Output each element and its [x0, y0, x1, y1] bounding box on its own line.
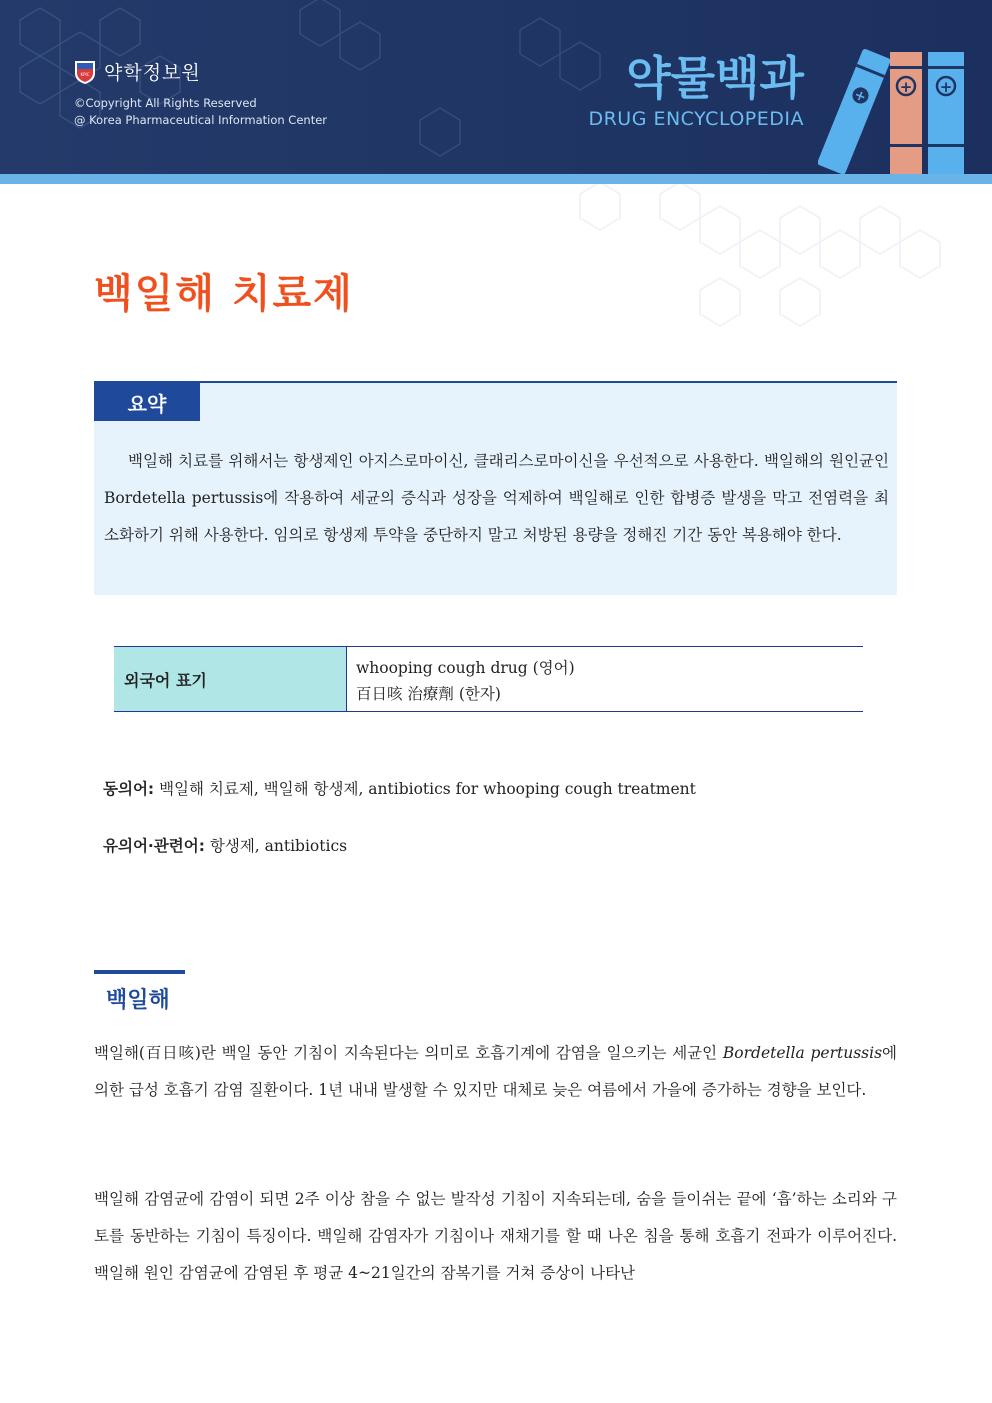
- summary-text: 백일해 치료를 위해서는 항생제인 아지스로마이신, 클래리스로마이신을 우선적으로 사용한다. 백일해의 원인균인 Bordetella pertussis에 작용하여 세균의 증식과 성장을 억제하여 백일해로 인한 합병증 발생을 막고 전염력을 최소화하기 위해 사용한다. 임의로 항생제 투약을 중단하지 말고 처방된 용량을 정해진 기간 동안 복용해야 한다.: [104, 452, 889, 544]
- summary-tab: 요약: [94, 383, 200, 421]
- summary-box: [94, 381, 897, 595]
- header-stripe: [0, 174, 992, 184]
- encyclopedia-title: [588, 52, 804, 130]
- books-icon: [818, 44, 968, 174]
- org-name: 약학정보원: [104, 62, 201, 84]
- encyclopedia-title-en: DRUG ENCYCLOPEDIA: [588, 108, 804, 130]
- header-banner: [0, 0, 992, 174]
- foreign-term-english: whooping cough drug (영어): [356, 659, 575, 677]
- hexagon-pattern-light: [540, 184, 992, 384]
- svg-text:+: +: [851, 86, 869, 106]
- para1-species-name: Bordetella pertussis: [722, 1044, 883, 1062]
- para1-prefix: 백일해(百日咳)란 백일 동안 기침이 지속된다는 의미로 호흡기계에 감염을 일으키는 세균인: [94, 1044, 723, 1062]
- foreign-terms-values: [347, 647, 575, 711]
- page-title: 백일해 치료제: [94, 271, 354, 317]
- copyright-line2: @ Korea Pharmaceutical Information Center: [74, 113, 327, 127]
- related-terms-value: 항생제, antibiotics: [209, 837, 348, 855]
- related-terms-label: 유의어·관련어:: [103, 837, 205, 855]
- svg-text:+: +: [899, 78, 913, 96]
- section-title: 백일해: [106, 988, 170, 1013]
- foreign-term-hanja: 百日咳 治療劑 (한자): [356, 685, 501, 703]
- synonyms-line: [103, 777, 696, 799]
- foreign-terms-label: 외국어 표기: [114, 647, 347, 711]
- section-heading-bar: [94, 970, 185, 974]
- encyclopedia-title-ko: 약물백과: [626, 51, 804, 105]
- synonyms-label: 동의어:: [103, 780, 155, 798]
- shield-icon: [74, 59, 96, 85]
- org-logo[interactable]: [74, 58, 201, 85]
- related-terms-line: [103, 834, 347, 856]
- copyright-notice: [74, 95, 327, 129]
- copyright-line1: ©Copyright All Rights Reserved: [74, 96, 257, 110]
- section-paragraph-1: [94, 1035, 897, 1109]
- para1-suffix: 에 의한 급성 호흡기 감염 질환이다. 1년 내내 발생할 수 있지만 대체로 늦은 여름에서 가을에 증가하는 경향을 보인다.: [94, 1044, 898, 1099]
- section-paragraph-2: 백일해 감염균에 감염이 되면 2주 이상 참을 수 없는 발작성 기침이 지속되는데, 숨을 들이쉬는 끝에 ‘흡’하는 소리와 구토를 동반하는 기침이 특징이다. 백일해 감염자가 기침이나 재채기를 할 때 나온 침을 통해 호흡기 전파가 이루어진다. 백일해 원인 감염균에 감염된 후 평균 4~21일간의 잠복기를 거쳐 증상이 나타난: [94, 1190, 897, 1282]
- synonyms-value: 백일해 치료제, 백일해 항생제, antibiotics for whooping cough treatment: [159, 780, 696, 798]
- logo-badge-text: KPIC: [80, 71, 90, 77]
- svg-text:+: +: [939, 78, 953, 96]
- foreign-terms-table: [114, 646, 863, 712]
